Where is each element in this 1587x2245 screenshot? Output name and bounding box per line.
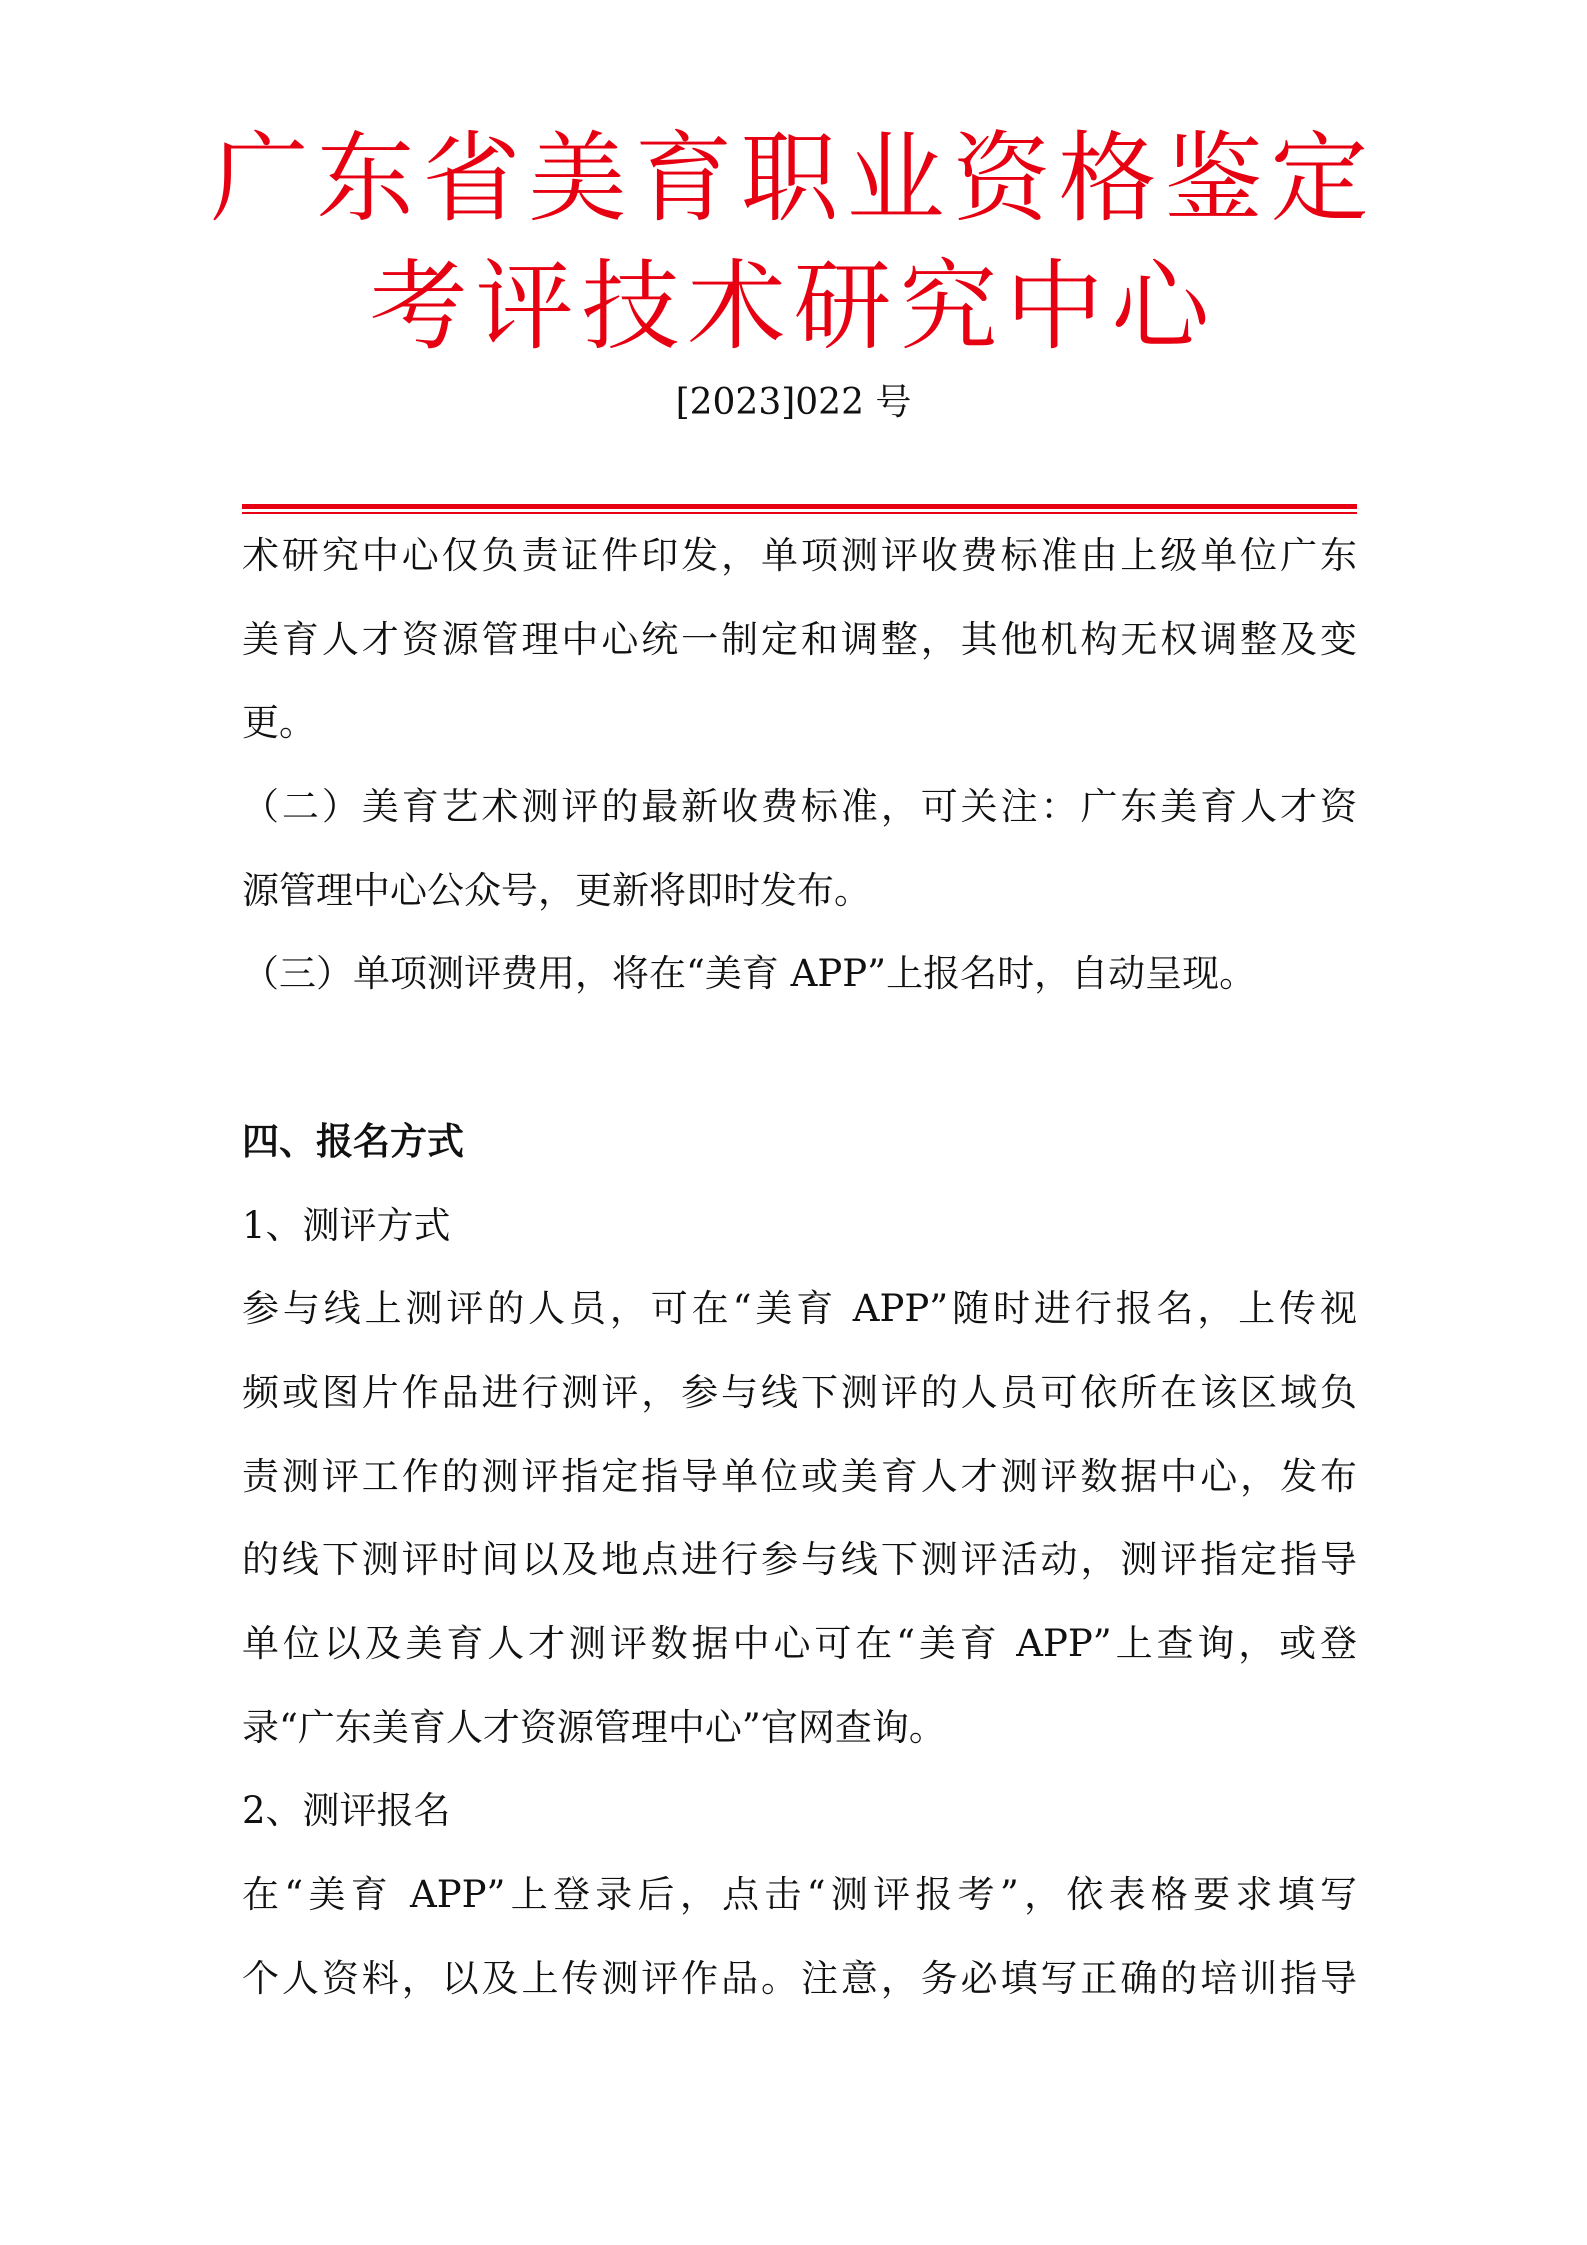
blank-line: [242, 1016, 1357, 1100]
subsection-heading: 1、测评方式: [242, 1203, 451, 1247]
paragraph-line: （三）单项测评费用，将在“美育 APP”上报名时，自动呈现。: [242, 952, 1257, 996]
document-body: [242, 514, 1357, 2020]
paragraph-line: 美育人才资源管理中心统一制定和调整，其他机构无权调整及变: [242, 617, 1357, 661]
document-number: [2023]022 号: [675, 382, 912, 423]
org-title-line1: 广东省美育职业资格鉴定: [210, 122, 1377, 236]
paragraph-line: 的线下测评时间以及地点进行参与线下测评活动，测评指定指导: [242, 1538, 1357, 1582]
paragraph-line: 参与线上测评的人员，可在“美育 APP”随时进行报名，上传视: [242, 1287, 1357, 1331]
section-heading: 四、报名方式: [242, 1119, 464, 1163]
paragraph-line: 术研究中心仅负责证件印发，单项测评收费标准由上级单位广东: [242, 534, 1357, 577]
paragraph-line: 源管理中心公众号，更新将即时发布。: [242, 868, 871, 912]
red-divider-thick: [242, 504, 1357, 509]
paragraph-line: 个人资料，以及上传测评作品。注意，务必填写正确的培训指导: [242, 1956, 1357, 2000]
paragraph-line: 单位以及美育人才测评数据中心可在“美育 APP”上查询，或登: [242, 1621, 1357, 1665]
paragraph-line: 在“美育 APP”上登录后，点击“测评报考”，依表格要求填写: [242, 1873, 1357, 1916]
paragraph-line: 频或图片作品进行测评，参与线下测评的人员可依所在该区域负: [242, 1370, 1357, 1414]
org-title-line2: 考评技术研究中心: [369, 250, 1218, 364]
paragraph-line: 录“广东美育人才资源管理中心”官网查询。: [242, 1705, 946, 1749]
paragraph-line: （二）美育艺术测评的最新收费标准，可关注：广东美育人才资: [242, 785, 1357, 829]
subsection-heading: 2、测评报名: [242, 1789, 451, 1833]
paragraph-line: 更。: [242, 701, 316, 745]
paragraph-line: 责测评工作的测评指定指导单位或美育人才测评数据中心，发布: [242, 1454, 1357, 1498]
